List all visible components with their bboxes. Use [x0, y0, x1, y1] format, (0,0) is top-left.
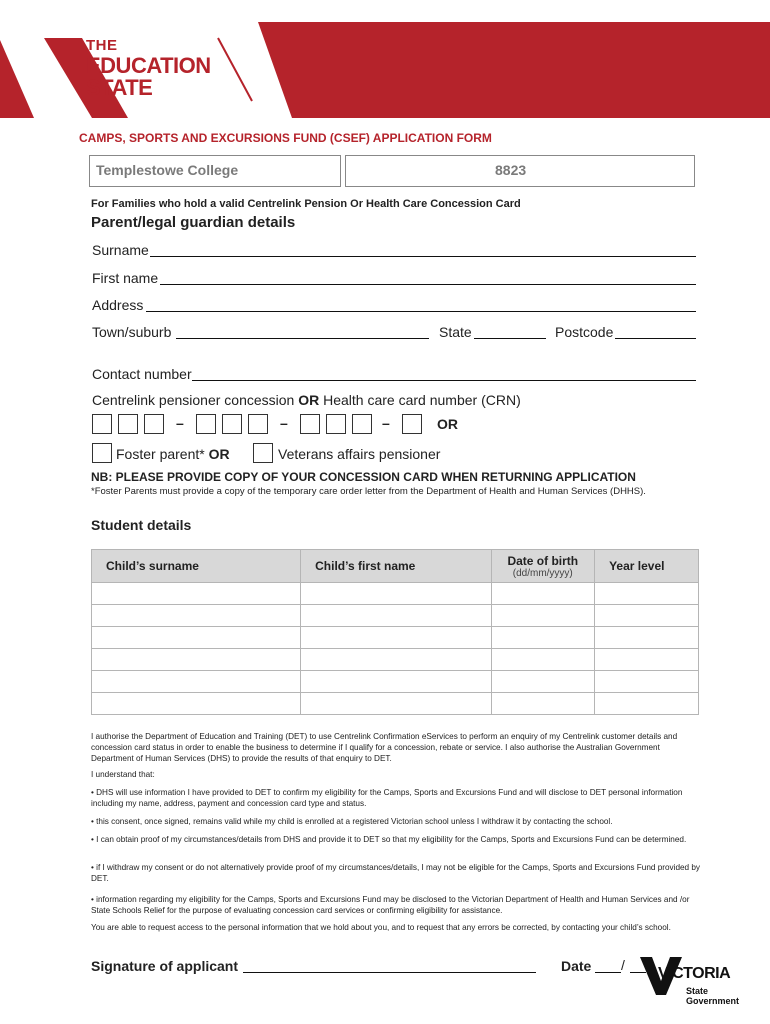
- contact-number-label: Contact number: [92, 366, 192, 382]
- cell[interactable]: [92, 605, 301, 627]
- understand-heading: I understand that:: [91, 770, 155, 779]
- postcode-label: Postcode: [555, 324, 614, 340]
- first-name-label: First name: [92, 270, 159, 286]
- victoria-state-text: State: [686, 986, 709, 996]
- date-label: Date: [561, 958, 592, 974]
- col-date-of-birth: [492, 550, 595, 583]
- foster-parent-label: [116, 446, 230, 462]
- school-name-value: Templestowe College: [96, 162, 239, 178]
- victoria-wordmark: VICTORIA: [658, 965, 731, 982]
- state-input[interactable]: [474, 338, 546, 339]
- signature-input[interactable]: [243, 972, 536, 973]
- school-name-field[interactable]: [89, 155, 341, 187]
- first-name-input[interactable]: [160, 284, 696, 285]
- cell[interactable]: [595, 671, 699, 693]
- crn-dash: –: [382, 415, 390, 431]
- nb-notice: NB: PLEASE PROVIDE COPY OF YOUR CONCESSION CARD WHEN RETURNING APPLICATION: [91, 470, 636, 484]
- cell[interactable]: [492, 605, 595, 627]
- foster-parent-text: Foster parent*: [116, 446, 209, 462]
- crn-label-pre: Centrelink pensioner concession: [92, 392, 299, 408]
- cell[interactable]: [595, 627, 699, 649]
- crn-digit-box[interactable]: [222, 414, 242, 434]
- consent-bullet-2: • this consent, once signed, remains valid while my child is enrolled at a registered Victorian school unless I withdraw it by contacting the school.: [91, 817, 613, 826]
- address-input[interactable]: [146, 311, 696, 312]
- education-state-logo: [82, 37, 242, 103]
- consent-bullet-3: • I can obtain proof of my circumstances/details from DHS and provide it to DET so that my eligibility for the Camps, Sports and Excursions Fund can be determined.: [91, 835, 687, 844]
- table-row: [92, 583, 699, 605]
- student-details-heading: Student details: [91, 517, 192, 533]
- crn-digit-box[interactable]: [352, 414, 372, 434]
- crn-digit-box[interactable]: [196, 414, 216, 434]
- signature-label: Signature of applicant: [91, 958, 239, 974]
- cell[interactable]: [595, 583, 699, 605]
- date-slash: /: [621, 957, 625, 973]
- table-row: [92, 693, 699, 715]
- access-paragraph: You are able to request access to the personal information that we hold about you, and to request that any errors be corrected, by contacting your child’s school.: [91, 923, 671, 932]
- cell[interactable]: [301, 583, 492, 605]
- cell[interactable]: [301, 671, 492, 693]
- crn-digit-box[interactable]: [402, 414, 422, 434]
- cell[interactable]: [301, 605, 492, 627]
- foster-parent-note: *Foster Parents must provide a copy of the temporary care order letter from the Department of Health and Human Services (DHHS).: [91, 486, 646, 497]
- state-label: State: [439, 324, 472, 340]
- cell[interactable]: [492, 583, 595, 605]
- victoria-state-government-logo: [640, 955, 750, 1010]
- town-suburb-label: Town/suburb: [92, 324, 172, 340]
- contact-number-input[interactable]: [192, 380, 696, 381]
- cell[interactable]: [301, 627, 492, 649]
- veterans-affairs-checkbox[interactable]: [253, 443, 273, 463]
- crn-label-or: OR: [298, 392, 320, 408]
- surname-input[interactable]: [150, 256, 696, 257]
- consent-bullet-4: • if I withdraw my consent or do not alternatively provide proof of my circumstances/details, I may not be eligible for the Camps, Sports and Excursions Fund provided by DET.: [91, 863, 701, 883]
- crn-label: [92, 392, 521, 408]
- consent-bullet-5: • information regarding my eligibility for the Camps, Sports and Excursions Fund may be disclosed to the Victorian Department of Health and Human Services and /or State Schools Relief for the purpose of evaluating concession card services or confirming eligibility for assistance.: [91, 895, 690, 915]
- school-number-field[interactable]: [345, 155, 695, 187]
- surname-label: Surname: [92, 242, 149, 258]
- address-label: Address: [92, 297, 144, 313]
- parent-details-heading: Parent/legal guardian details: [91, 214, 296, 231]
- table-header-row: [92, 550, 699, 583]
- cell[interactable]: [92, 627, 301, 649]
- date-input-day-month[interactable]: [595, 972, 621, 973]
- crn-dash: –: [176, 415, 184, 431]
- consent-bullet-1: • DHS will use information I have provided to DET to confirm my eligibility for the Camps, Sports and Excursions Fund and will disclose to DET personal information including my name, address, payment and concession card type and status.: [91, 788, 683, 808]
- cell[interactable]: [595, 605, 699, 627]
- col-child-surname: Child’s surname: [92, 550, 301, 583]
- crn-or: OR: [437, 416, 458, 432]
- logo-line-state: STATE: [86, 75, 153, 100]
- foster-parent-or: OR: [208, 446, 230, 462]
- table-row: [92, 627, 699, 649]
- cell[interactable]: [595, 693, 699, 715]
- table-row: [92, 671, 699, 693]
- town-suburb-input[interactable]: [176, 338, 429, 339]
- cell[interactable]: [492, 671, 595, 693]
- victoria-government-text: Government: [686, 996, 740, 1006]
- cell[interactable]: [492, 627, 595, 649]
- cell[interactable]: [301, 693, 492, 715]
- crn-digit-box[interactable]: [144, 414, 164, 434]
- cell[interactable]: [92, 671, 301, 693]
- student-details-table: [91, 549, 699, 715]
- crn-dash: –: [280, 415, 288, 431]
- form-title: CAMPS, SPORTS AND EXCURSIONS FUND (CSEF) APPLICATION FORM: [79, 131, 492, 145]
- crn-label-post: Health care card number (CRN): [319, 392, 521, 408]
- col-child-first-name: Child’s first name: [301, 550, 492, 583]
- cell[interactable]: [595, 649, 699, 671]
- cell[interactable]: [92, 693, 301, 715]
- crn-digit-box[interactable]: [300, 414, 320, 434]
- crn-digit-box[interactable]: [326, 414, 346, 434]
- veterans-affairs-label: Veterans affairs pensioner: [278, 446, 441, 462]
- foster-parent-checkbox[interactable]: [92, 443, 112, 463]
- cell[interactable]: [92, 583, 301, 605]
- table-row: [92, 605, 699, 627]
- logo-line-the: THE: [86, 37, 118, 54]
- dob-format: (dd/mm/yyyy): [512, 567, 573, 579]
- col-year-level: Year level: [595, 550, 699, 583]
- cell[interactable]: [92, 649, 301, 671]
- crn-digit-box[interactable]: [118, 414, 138, 434]
- consent-paragraph: I authorise the Department of Education and Training (DET) to use Centrelink Confirmation eServices to perform an enquiry of my Centrelink customer details and concession card status in order to enable the business to determine if I qualify for a concession, rebate or service. I also authorise the Australian Government Department of Human Services (DHS) to provide the results of that enquiry to DET.: [91, 732, 678, 763]
- postcode-input[interactable]: [615, 338, 696, 339]
- cell[interactable]: [301, 649, 492, 671]
- cell[interactable]: [492, 693, 595, 715]
- crn-digit-box[interactable]: [248, 414, 268, 434]
- school-number-value: 8823: [495, 162, 527, 178]
- eligibility-note: For Families who hold a valid Centrelink Pension Or Health Care Concession Card: [91, 198, 521, 210]
- logo-line-education: EDUCATION: [86, 53, 211, 78]
- dob-label: Date of birth: [507, 553, 579, 568]
- crn-digit-box[interactable]: [92, 414, 112, 434]
- cell[interactable]: [492, 649, 595, 671]
- table-row: [92, 649, 699, 671]
